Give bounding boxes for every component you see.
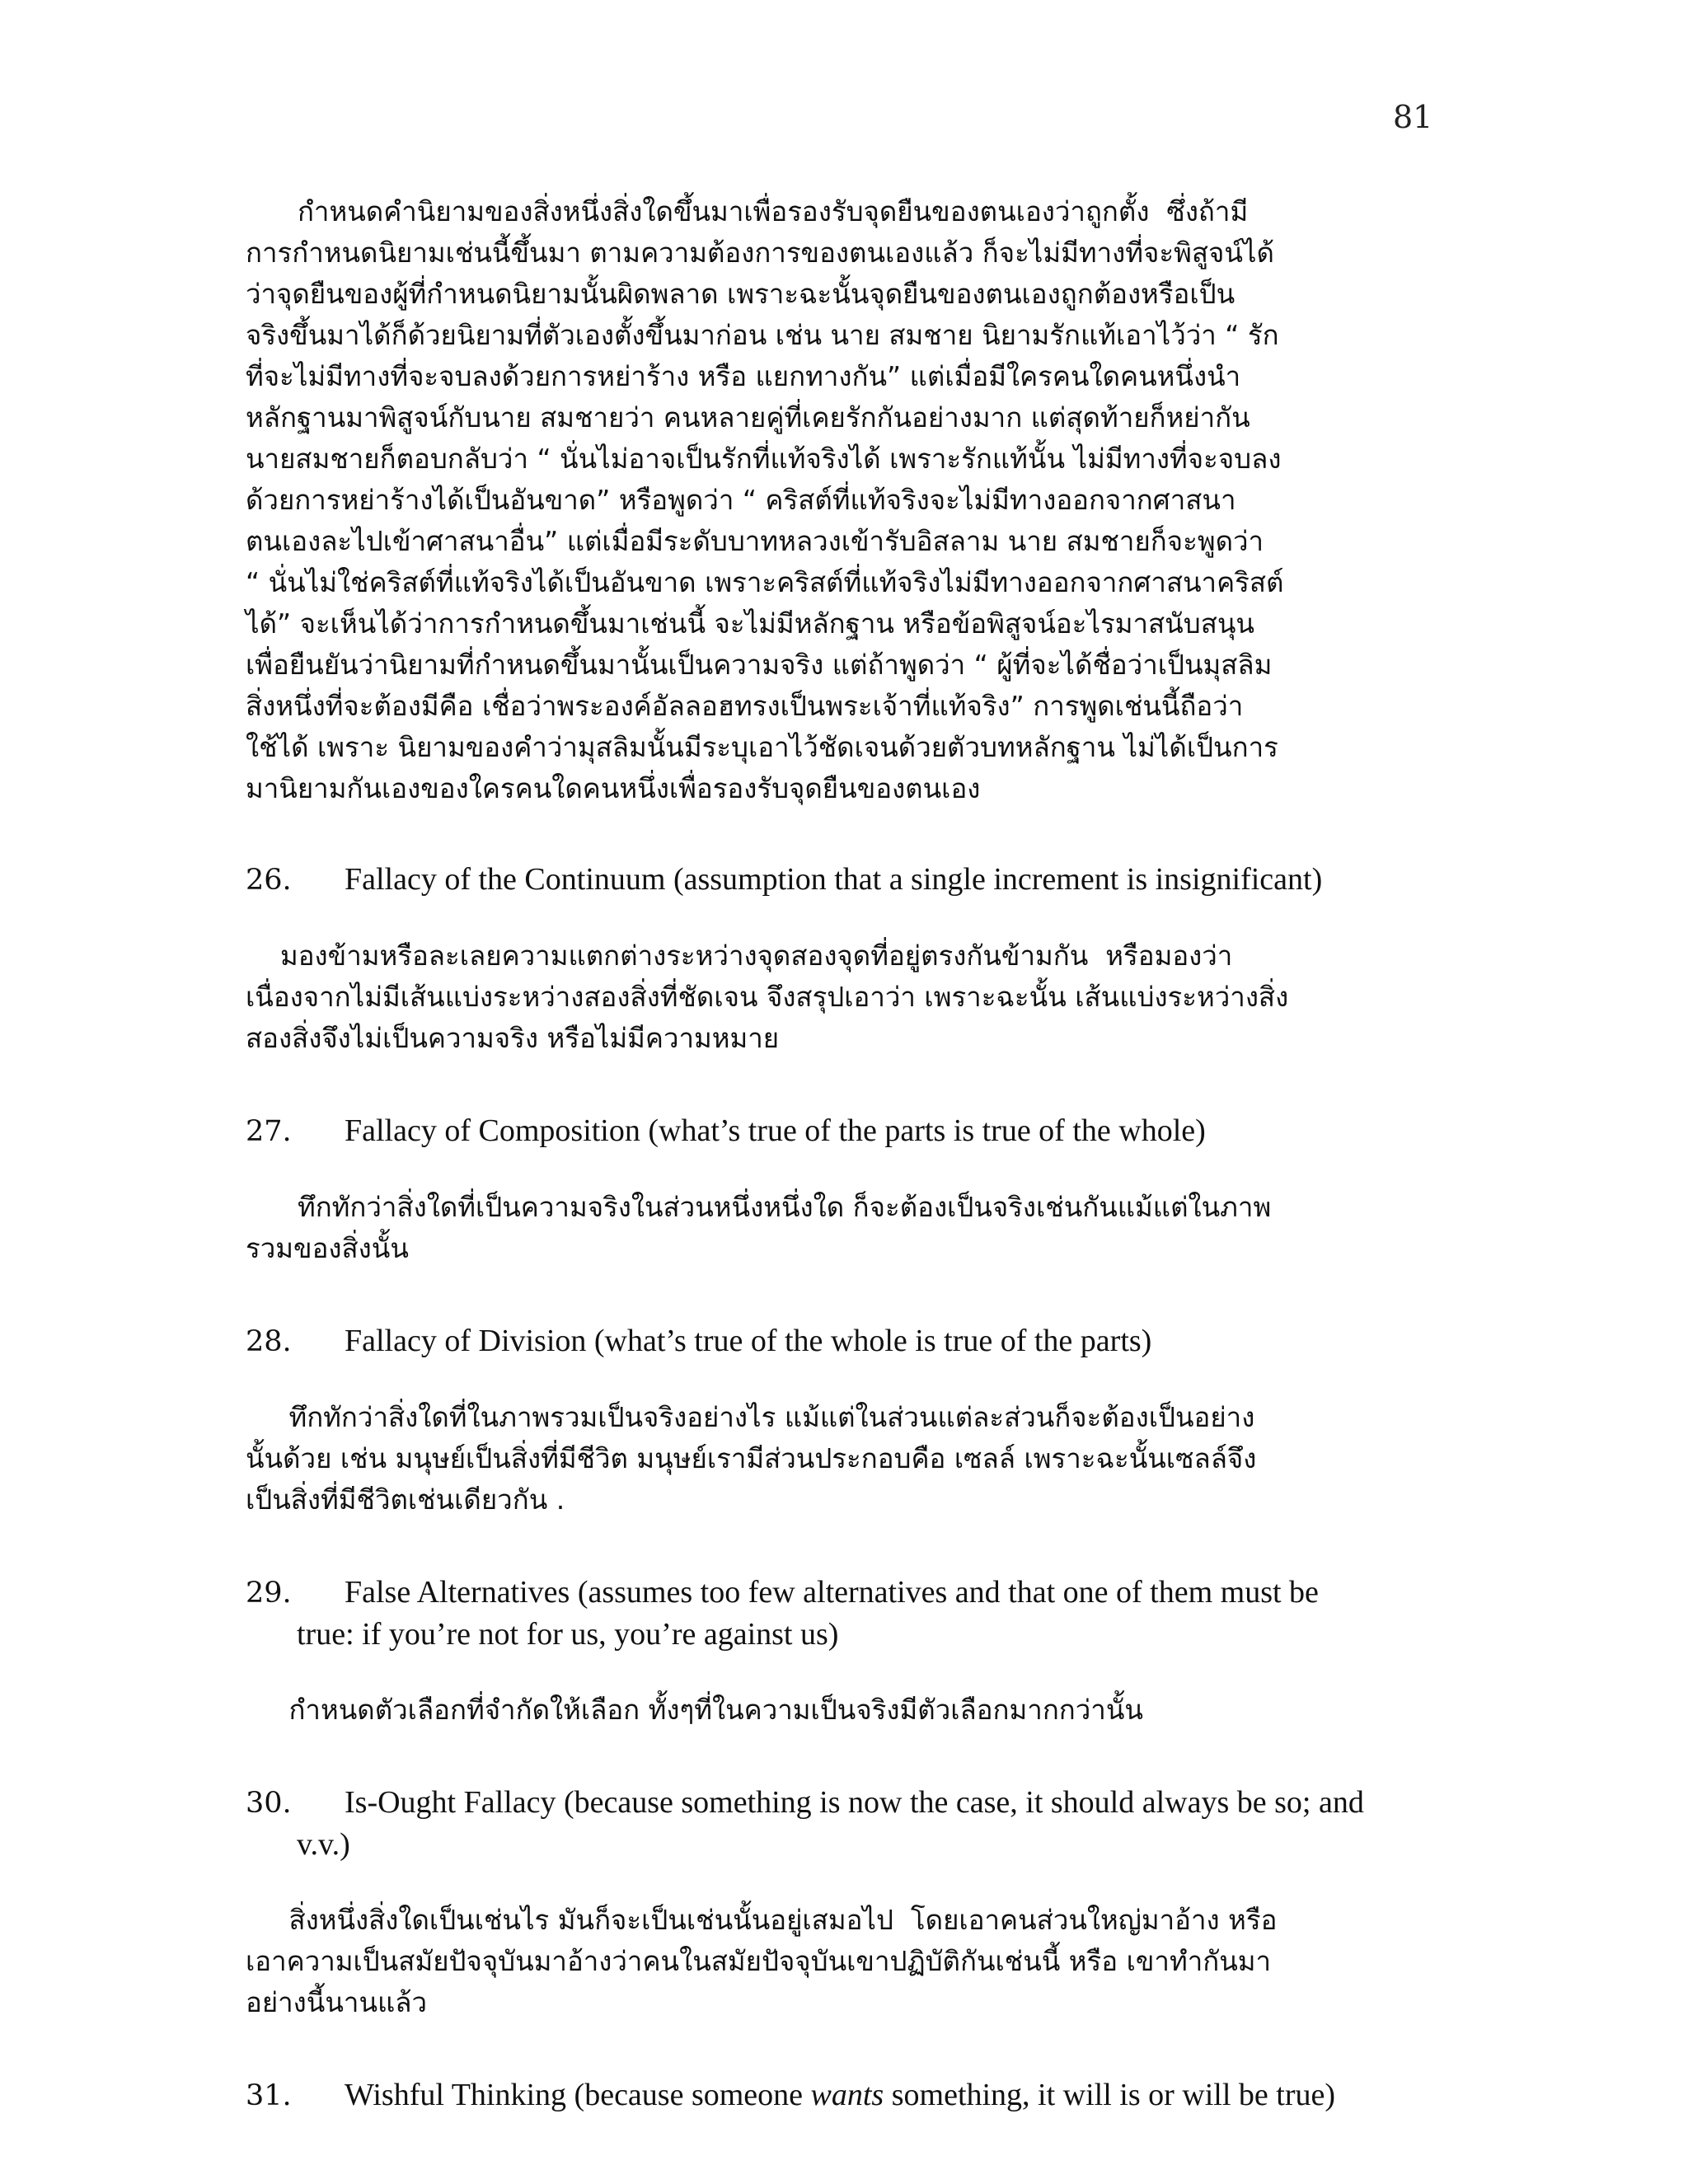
section-title: Fallacy of Composition (what’s true of the parts is true of the whole) xyxy=(345,1113,1206,1148)
section-title-post: something, it will is or will be true) xyxy=(884,2078,1336,2112)
section-body-30 xyxy=(246,1900,1416,2023)
text-line: รวมของสิ่งนั้น xyxy=(246,1232,409,1264)
section-heading-26 xyxy=(246,859,1416,901)
text-line: ทึกทักว่าสิ่งใดที่เป็นความจริงในส่วนหนึ่งหนึ่งใด ก็จะต้องเป็นจริงเช่นกันแม้แต่ในภาพ xyxy=(246,1191,1272,1223)
text-line: ใช้ได้ เพราะ นิยามของคำว่ามุสลิมนั้นมีระบุเอาไว้ชัดเจนด้วยตัวบทหลักฐาน ไม่ได้เป็นการ xyxy=(246,731,1278,763)
text-line: ว่าจุดยืนของผู้ที่กำหนดนิยามนั้นผิดพลาด เพราะฉะนั้นจุดยืนของตนเองถูกต้องหรือเป็น xyxy=(246,278,1236,310)
section-heading-28 xyxy=(246,1320,1416,1362)
section-title-continued: v.v.) xyxy=(297,1827,350,1862)
text-line: อย่างนี้นานแล้ว xyxy=(246,1986,428,2018)
section-title-pre: Wishful Thinking (because someone xyxy=(345,2078,811,2112)
section-number: 27. xyxy=(246,1115,292,1148)
section-title: Fallacy of Division (what’s true of the whole is true of the parts) xyxy=(345,1324,1152,1358)
section-heading-29 xyxy=(246,1572,1416,1655)
text-line: เนื่องจากไม่มีเส้นแบ่งระหว่างสองสิ่งที่ชัดเจน จึงสรุปเอาว่า เพราะฉะนั้น เส้นแบ่งระหว่างสิ่ง xyxy=(246,981,1289,1013)
section-title: Fallacy of the Continuum (assumption that a single increment is insignificant) xyxy=(345,862,1323,897)
section-number: 28. xyxy=(246,1325,292,1358)
section-heading-30 xyxy=(246,1782,1416,1865)
text-line: หลักฐานมาพิสูจน์กับนาย สมชายว่า คนหลายคู่ที่เคยรักกันอย่างมาก แต่สุดท้ายก็หย่ากัน xyxy=(246,401,1250,434)
text-line: มองข้ามหรือละเลยความแตกต่างระหว่างจุดสองจุดที่อยู่ตรงกันข้ามกัน หรือมองว่า xyxy=(246,940,1233,972)
text-line: นั้นด้วย เช่น มนุษย์เป็นสิ่งที่มีชีวิต มนุษย์เรามีส่วนประกอบคือ เซลล์ เพราะฉะนั้นเซลล์จึง xyxy=(246,1442,1257,1474)
intro-paragraph xyxy=(246,191,1416,809)
text-line: ได้” จะเห็นได้ว่าการกำหนดขึ้นมาเช่นนี้ จะไม่มีหลักฐาน หรือข้อพิสูจน์อะไรมาสนับสนุน xyxy=(246,607,1254,640)
text-line: เอาความเป็นสมัยปัจจุบันมาอ้างว่าคนในสมัยปัจจุบันเขาปฏิบัติกันเช่นนี้ หรือ เขาทำกันมา xyxy=(246,1945,1272,1977)
section-number: 30. xyxy=(246,1787,292,1820)
page-content xyxy=(246,191,1416,2151)
text-line: มานิยามกันเองของใครคนใดคนหนึ่งเพื่อรองรับจุดยืนของตนเอง xyxy=(246,772,981,804)
section-title: False Alternatives (assumes too few alternatives and that one of them must be xyxy=(345,1575,1319,1610)
section-body-27 xyxy=(246,1187,1416,1269)
text-line: ด้วยการหย่าร้างได้เป็นอันขาด” หรือพูดว่า “ คริสต์ที่แท้จริงจะไม่มีทางออกจากศาสนา xyxy=(246,484,1236,516)
text-line: ทึกทักว่าสิ่งใดที่ในภาพรวมเป็นจริงอย่างไร แม้แต่ในส่วนแต่ละส่วนก็จะต้องเป็นอย่าง xyxy=(246,1401,1255,1433)
section-number: 31. xyxy=(246,2079,292,2112)
section-body-26 xyxy=(246,935,1416,1059)
text-line: เพื่อยืนยันว่านิยามที่กำหนดขึ้นมานั้นเป็นความจริง แต่ถ้าพูดว่า “ ผู้ที่จะได้ชื่อว่าเป็นมุสลิม xyxy=(246,649,1273,681)
text-line: ที่จะไม่มีทางที่จะจบลงด้วยการหย่าร้าง หรือ แยกทางกัน” แต่เมื่อมีใครคนใดคนหนึ่งนำ xyxy=(246,360,1241,392)
text-line: สองสิ่งจึงไม่เป็นความจริง หรือไม่มีความหมาย xyxy=(246,1022,780,1054)
text-line: เป็นสิ่งที่มีชีวิตเช่นเดียวกัน . xyxy=(246,1483,565,1516)
page-number: 81 xyxy=(1393,99,1433,135)
section-title-emphasis: wants xyxy=(810,2078,884,2112)
section-heading-31 xyxy=(246,2074,1416,2116)
section-title xyxy=(345,2078,1335,2112)
section-body-29 xyxy=(246,1690,1416,1731)
text-line: นายสมชายก็ตอบกลับว่า “ นั่นไม่อาจเป็นรักที่แท้จริงได้ เพราะรักแท้นั้น ไม่มีทางที่จะจบลง xyxy=(246,443,1282,475)
text-line: กำหนดคำนิยามของสิ่งหนึ่งสิ่งใดขึ้นมาเพื่อรองรับจุดยืนของตนเองว่าถูกตั้ง ซึ่งถ้ามี xyxy=(246,195,1249,227)
text-line: กำหนดตัวเลือกที่จำกัดให้เลือก ทั้งๆที่ในความเป็นจริงมีตัวเลือกมากกว่านั้น xyxy=(246,1694,1143,1726)
text-line: ตนเองละไปเข้าศาสนาอื่น” แต่เมื่อมีระดับบาทหลวงเข้ารับอิสลาม นาย สมชายก็จะพูดว่า xyxy=(246,525,1264,557)
section-heading-27 xyxy=(246,1110,1416,1152)
section-title: Is-Ought Fallacy (because something is now the case, it should always be so; and xyxy=(345,1785,1364,1820)
text-line: การกำหนดนิยามเช่นนี้ขึ้นมา ตามความต้องการของตนเองแล้ว ก็จะไม่มีทางที่จะพิสูจน์ได้ xyxy=(246,237,1274,269)
section-body-28 xyxy=(246,1397,1416,1521)
text-line: “ นั่นไม่ใช่คริสต์ที่แท้จริงได้เป็นอันขาด เพราะคริสต์ที่แท้จริงไม่มีทางออกจากศาสนาคริสต์ xyxy=(246,566,1284,598)
text-line: สิ่งหนึ่งสิ่งใดเป็นเช่นไร มันก็จะเป็นเช่นนั้นอยู่เสมอไป โดยเอาคนส่วนใหญ่มาอ้าง หรือ xyxy=(246,1904,1278,1936)
section-title-continued: true: if you’re not for us, you’re against us) xyxy=(297,1617,839,1652)
text-line: จริงขึ้นมาได้ก็ด้วยนิยามที่ตัวเองตั้งขึ้นมาก่อน เช่น นาย สมชาย นิยามรักแท้เอาไว้ว่า “ รัก xyxy=(246,319,1279,351)
section-number: 29. xyxy=(246,1577,292,1610)
text-line: สิ่งหนึ่งที่จะต้องมีคือ เชื่อว่าพระองค์อัลลอฮทรงเป็นพระเจ้าที่แท้จริง” การพูดเช่นนี้ถือว่า xyxy=(246,690,1244,722)
section-number: 26. xyxy=(246,864,292,897)
